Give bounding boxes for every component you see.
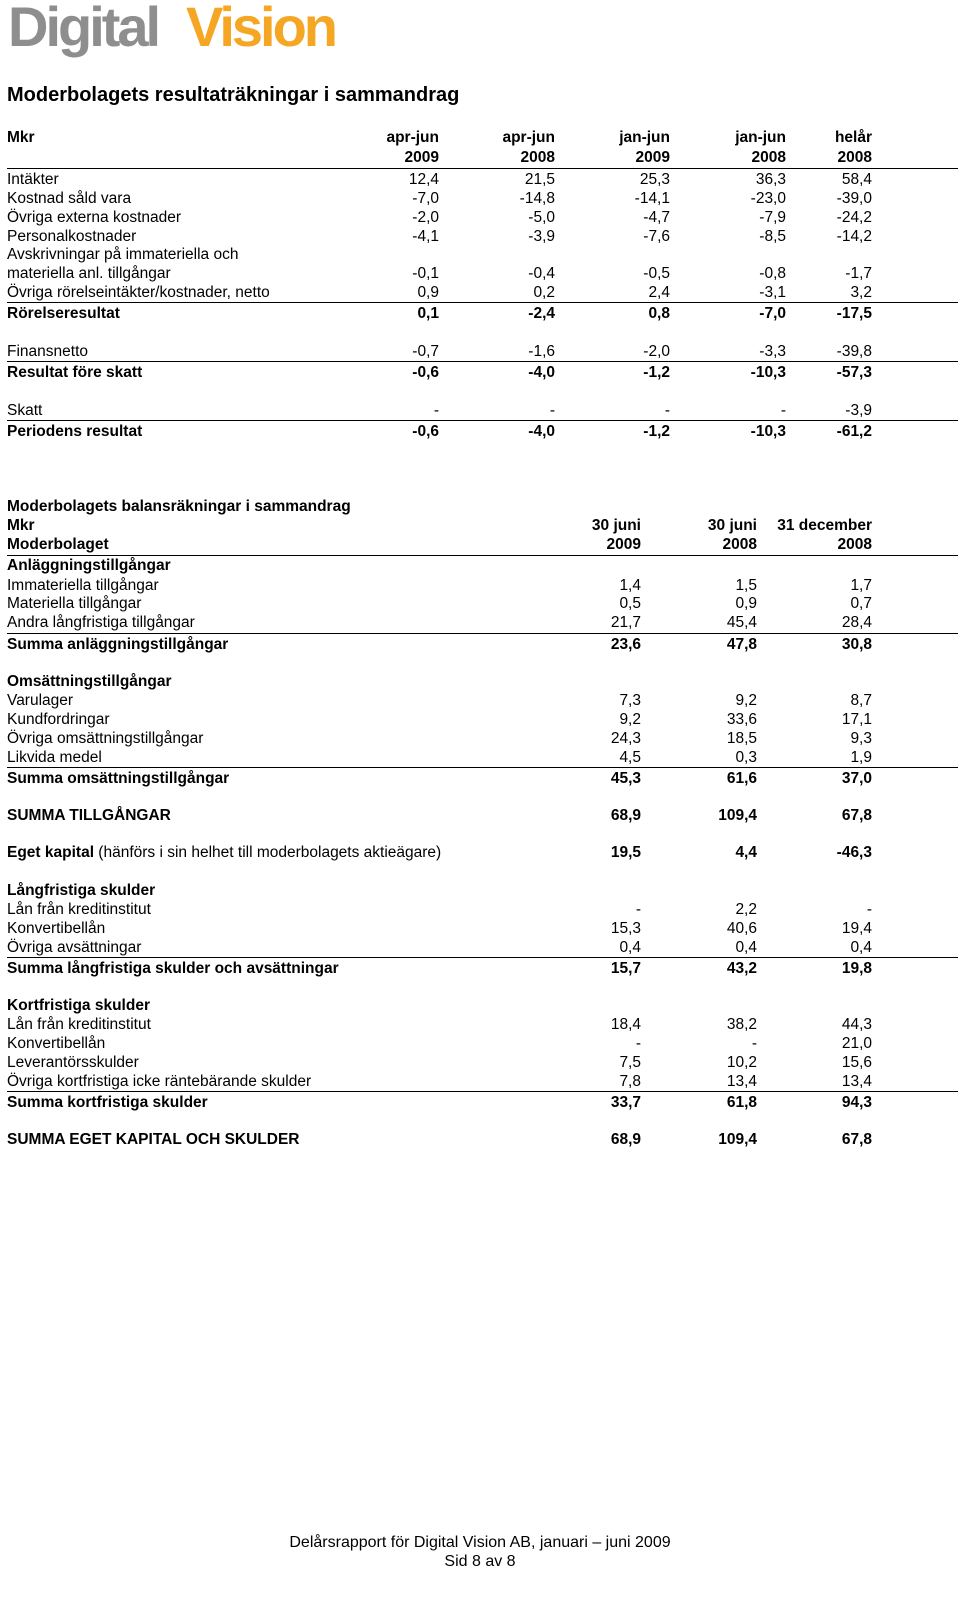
row-value: 45,4: [726, 614, 757, 631]
row-value: -1,6: [528, 343, 555, 360]
row-value: 44,3: [841, 1016, 872, 1033]
row-value: 13,4: [726, 1073, 757, 1090]
row-value: 7,3: [619, 692, 641, 709]
row-value: -0,5: [643, 265, 670, 282]
row-value: 0,9: [735, 595, 757, 612]
row-value: 13,4: [841, 1073, 872, 1090]
table-row: [0, 635, 960, 654]
balance-sheet-title: [0, 497, 960, 516]
table-row: [0, 1034, 960, 1053]
table-row: [0, 769, 960, 788]
row-value: 23,6: [610, 636, 641, 653]
row-value: -0,7: [412, 343, 439, 360]
row-label-text: Leverantörsskulder: [7, 1054, 139, 1071]
row-value: 0,5: [619, 595, 641, 612]
table-row: [0, 1130, 960, 1149]
balance-header-top: [0, 516, 960, 535]
row-value: 37,0: [841, 770, 872, 787]
balance-col-header-year: 2008: [837, 536, 872, 553]
row-separator-rule: [7, 420, 958, 421]
logo-text-vision: Vision: [186, 0, 336, 58]
row-value: 19,5: [610, 844, 641, 861]
row-value: -8,5: [759, 228, 786, 245]
table-row: [0, 342, 960, 361]
row-value: 18,5: [726, 730, 757, 747]
row-value: 17,1: [841, 711, 872, 728]
row-label: [7, 556, 171, 575]
row-value: 4,4: [735, 844, 757, 861]
row-separator-rule: [7, 361, 958, 362]
row-value: 58,4: [841, 171, 872, 188]
row-value: 68,9: [610, 807, 641, 824]
row-label-text: Övriga kortfristiga icke räntebärande skulder: [7, 1073, 312, 1090]
row-label-text: Summa kortfristiga skulder: [7, 1094, 208, 1111]
row-value: 15,3: [610, 920, 641, 937]
row-value: 68,9: [610, 1131, 641, 1148]
row-value: 1,9: [850, 749, 872, 766]
table-row: [0, 959, 960, 978]
row-value: 19,8: [841, 960, 872, 977]
row-value: 109,4: [718, 807, 757, 824]
logo-text-digital: Digital: [8, 0, 159, 58]
row-value: 40,6: [726, 920, 757, 937]
row-value: 1,4: [619, 577, 641, 594]
row-value: -5,0: [528, 209, 555, 226]
row-label: Finansnetto: [7, 343, 88, 360]
income-col-header-period: jan-jun: [735, 129, 786, 146]
table-row: [0, 594, 960, 613]
table-row: [0, 672, 960, 691]
row-value: 7,5: [619, 1054, 641, 1071]
table-row: [0, 264, 960, 283]
row-label: Rörelseresultat: [7, 305, 120, 322]
row-value: 1,7: [850, 577, 872, 594]
row-label-text: Lån från kreditinstitut: [7, 1016, 151, 1033]
row-value: -24,2: [836, 209, 872, 226]
row-value: -1,2: [643, 423, 670, 440]
income-col-header-period: apr-jun: [502, 129, 555, 146]
row-value: 2,2: [735, 901, 757, 918]
table-row: [0, 900, 960, 919]
row-label: Periodens resultat: [7, 423, 143, 440]
income-col-header-year: 2008: [751, 149, 786, 166]
row-value: 61,8: [726, 1094, 757, 1111]
row-value: -: [549, 402, 555, 419]
row-value: 21,7: [610, 614, 641, 631]
row-value: 8,7: [850, 692, 872, 709]
row-label: Resultat före skatt: [7, 364, 143, 381]
row-value: -2,4: [528, 305, 555, 322]
row-value: -17,5: [836, 305, 872, 322]
table-row: [0, 170, 960, 189]
row-value: -39,8: [836, 343, 872, 360]
row-value: -14,2: [836, 228, 872, 245]
row-label: [7, 919, 105, 938]
row-value: -: [635, 901, 641, 918]
balance-header-bottom: [0, 535, 960, 554]
row-value: -39,0: [836, 190, 872, 207]
table-row: [0, 691, 960, 710]
income-header-top: [0, 128, 960, 147]
row-value: -4,7: [643, 209, 670, 226]
row-value: 2,4: [648, 284, 670, 301]
row-value: -2,0: [412, 209, 439, 226]
row-value: -61,2: [836, 423, 872, 440]
row-label: [7, 938, 141, 957]
table-row: [0, 1053, 960, 1072]
row-separator-rule: [7, 633, 958, 634]
row-label-text: Konvertibellån: [7, 1035, 106, 1052]
row-value: -10,3: [750, 364, 786, 381]
row-value: 9,2: [619, 711, 641, 728]
row-label: Intäkter: [7, 171, 59, 188]
row-label-note: (hänförs i sin helhet till moderbolagets aktieägare): [94, 844, 442, 861]
row-label: [7, 996, 150, 1015]
table-row: [0, 710, 960, 729]
row-separator-rule: [7, 302, 958, 303]
row-value: 0,1: [417, 305, 439, 322]
row-separator-rule: [7, 957, 958, 958]
balance-col-header-year: 2009: [606, 536, 641, 553]
table-row: [0, 363, 960, 382]
row-label: [7, 806, 171, 825]
row-value: -7,0: [759, 305, 786, 322]
table-row: [0, 401, 960, 420]
row-value: 15,6: [841, 1054, 872, 1071]
row-label-text: SUMMA TILLGÅNGAR: [7, 807, 171, 824]
row-value: 0,2: [533, 284, 555, 301]
row-separator-rule: [7, 767, 958, 768]
row-label-text: Övriga omsättningstillgångar: [7, 730, 204, 747]
row-value: 43,2: [726, 960, 757, 977]
row-value: 47,8: [726, 636, 757, 653]
row-value: 18,4: [610, 1016, 641, 1033]
row-value: 67,8: [841, 1131, 872, 1148]
table-row: [0, 613, 960, 632]
row-label: [7, 881, 155, 900]
row-value: 0,3: [735, 749, 757, 766]
table-row: [0, 748, 960, 767]
row-value: 24,3: [610, 730, 641, 747]
table-row: [0, 843, 960, 862]
row-value: -2,0: [643, 343, 670, 360]
row-value: 0,4: [619, 939, 641, 956]
row-label-text: Summa anläggningstillgångar: [7, 636, 229, 653]
row-value: -: [780, 402, 786, 419]
table-row: [0, 806, 960, 825]
row-value: -3,3: [759, 343, 786, 360]
row-value: 21,0: [841, 1035, 872, 1052]
row-value: 33,7: [610, 1094, 641, 1111]
row-label-text: SUMMA EGET KAPITAL OCH SKULDER: [7, 1131, 300, 1148]
table-row: [0, 227, 960, 246]
row-value: -1,7: [845, 265, 872, 282]
table-row: [0, 576, 960, 595]
row-value: 30,8: [841, 636, 872, 653]
balance-header-unit: Mkr: [7, 517, 35, 534]
income-col-header-year: 2009: [635, 149, 670, 166]
row-value: -3,9: [528, 228, 555, 245]
row-value: 21,5: [524, 171, 555, 188]
table-row: [0, 283, 960, 302]
table-row: [0, 919, 960, 938]
row-value: 28,4: [841, 614, 872, 631]
row-value: 36,3: [755, 171, 786, 188]
row-value: -: [635, 1035, 641, 1052]
row-value: -14,8: [519, 190, 555, 207]
income-col-header-period: apr-jun: [386, 129, 439, 146]
row-value: 15,7: [610, 960, 641, 977]
row-label-text: Konvertibellån: [7, 920, 106, 937]
row-label-text: Summa långfristiga skulder och avsättningar: [7, 960, 339, 977]
row-value: -23,0: [750, 190, 786, 207]
footer-page-number: Sid 8 av 8: [444, 1553, 516, 1570]
table-row: [0, 304, 960, 323]
row-label-text: Andra långfristiga tillgångar: [7, 614, 195, 631]
balance-col-header-year: 2008: [722, 536, 757, 553]
row-value: 7,8: [619, 1073, 641, 1090]
row-value: -0,8: [759, 265, 786, 282]
row-label: [7, 635, 228, 654]
row-value: 45,3: [610, 770, 641, 787]
table-row: [0, 189, 960, 208]
row-value: 0,4: [735, 939, 757, 956]
table-row: [0, 996, 960, 1015]
row-label-text: Summa omsättningstillgångar: [7, 770, 230, 787]
row-label: [7, 672, 172, 691]
income-header-bottom: [0, 148, 960, 167]
row-label-text: Materiella tillgångar: [7, 595, 142, 612]
row-value: 9,2: [735, 692, 757, 709]
row-value: 9,3: [850, 730, 872, 747]
row-value: 12,4: [408, 171, 439, 188]
row-value: -7,6: [643, 228, 670, 245]
row-label: [7, 1072, 311, 1091]
row-value: 0,4: [850, 939, 872, 956]
row-value: -: [866, 901, 872, 918]
table-row: [0, 556, 960, 575]
row-label: [7, 1053, 139, 1072]
table-row: [0, 422, 960, 441]
income-col-header-period: helår: [834, 129, 872, 146]
row-label: [7, 843, 441, 862]
row-label: Personalkostnader: [7, 228, 137, 245]
income-col-header-year: 2009: [404, 149, 439, 166]
row-value: -0,1: [412, 265, 439, 282]
row-value: 0,9: [417, 284, 439, 301]
balance-col-header-date: 30 juni: [707, 517, 757, 534]
income-header-unit: Mkr: [7, 129, 35, 146]
row-label-text: Anläggningstillgångar: [7, 557, 171, 574]
row-value: -4,0: [528, 423, 555, 440]
table-row: [0, 938, 960, 957]
row-value: 3,2: [850, 284, 872, 301]
table-row: [0, 1093, 960, 1112]
row-label: [7, 900, 151, 919]
income-header-rule: [7, 168, 958, 169]
row-value: -4,0: [528, 364, 555, 381]
table-row: [0, 208, 960, 227]
row-label: [7, 691, 73, 710]
row-label-text: Varulager: [7, 692, 74, 709]
row-label: [7, 748, 102, 767]
row-label: Skatt: [7, 402, 43, 419]
row-value: 1,5: [735, 577, 757, 594]
balance-col-header-date: 30 juni: [591, 517, 641, 534]
balance-col-header-date: 31 december: [777, 517, 872, 534]
row-value: -4,1: [412, 228, 439, 245]
row-label: [7, 729, 203, 748]
income-col-header-period: jan-jun: [619, 129, 670, 146]
row-label: Avskrivningar på immateriella och: [7, 246, 239, 263]
row-label-text: Övriga avsättningar: [7, 939, 142, 956]
row-label-text: Lån från kreditinstitut: [7, 901, 151, 918]
row-value: -: [664, 402, 670, 419]
income-col-header-year: 2008: [837, 149, 872, 166]
row-value: -: [433, 402, 439, 419]
row-value: -0,6: [412, 364, 439, 381]
row-label-text: Kortfristiga skulder: [7, 997, 150, 1014]
income-statement-title: Moderbolagets resultaträkningar i sammandrag: [7, 84, 460, 106]
row-label: Övriga rörelseintäkter/kostnader, netto: [7, 284, 270, 301]
row-value: -57,3: [836, 364, 872, 381]
row-value: 38,2: [726, 1016, 757, 1033]
row-label-text: Kundfordringar: [7, 711, 110, 728]
row-value: -7,9: [759, 209, 786, 226]
row-label-text: Likvida medel: [7, 749, 102, 766]
row-value: -46,3: [836, 844, 872, 861]
row-label: [7, 1093, 208, 1112]
row-label-text: Långfristiga skulder: [7, 882, 156, 899]
row-label: [7, 1034, 105, 1053]
balance-header-entity: Moderbolaget: [7, 536, 109, 553]
row-value: -0,6: [412, 423, 439, 440]
row-label: [7, 576, 159, 595]
row-value: -3,9: [845, 402, 872, 419]
row-value: -10,3: [750, 423, 786, 440]
row-label: [7, 594, 141, 613]
row-value: 0,8: [648, 305, 670, 322]
row-value: 61,6: [726, 770, 757, 787]
row-value: 19,4: [841, 920, 872, 937]
row-value: -: [751, 1035, 757, 1052]
row-value: 10,2: [726, 1054, 757, 1071]
row-value: -1,2: [643, 364, 670, 381]
table-row: [0, 881, 960, 900]
row-value: -14,1: [634, 190, 670, 207]
row-label: [7, 1130, 300, 1149]
row-label: [7, 959, 339, 978]
table-row: [0, 1015, 960, 1034]
row-value: 67,8: [841, 807, 872, 824]
table-row: [0, 729, 960, 748]
row-label: Övriga externa kostnader: [7, 209, 182, 226]
table-row: [0, 245, 960, 264]
income-col-header-year: 2008: [520, 149, 555, 166]
row-value: -3,1: [759, 284, 786, 301]
row-value: 0,7: [850, 595, 872, 612]
row-label-text: Immateriella tillgångar: [7, 577, 159, 594]
row-label: [7, 1015, 151, 1034]
row-value: 109,4: [718, 1131, 757, 1148]
row-label: [7, 613, 195, 632]
footer-report-title: Delårsrapport för Digital Vision AB, januari – juni 2009: [289, 1534, 671, 1551]
row-value: 25,3: [639, 171, 670, 188]
row-label: Kostnad såld vara: [7, 190, 132, 207]
digital-vision-logo: [8, 0, 338, 62]
row-label: [7, 769, 229, 788]
row-value: 4,5: [619, 749, 641, 766]
row-value: -0,4: [528, 265, 555, 282]
row-value: -7,0: [412, 190, 439, 207]
table-row: [0, 1072, 960, 1091]
row-label: materiella anl. tillgångar: [7, 265, 171, 282]
row-value: 94,3: [841, 1094, 872, 1111]
balance-title-text: Moderbolagets balansräkningar i sammandrag: [7, 498, 351, 515]
row-label-text: Eget kapital: [7, 844, 94, 861]
row-value: 33,6: [726, 711, 757, 728]
row-label: [7, 710, 110, 729]
row-separator-rule: [7, 1091, 958, 1092]
row-label-text: Omsättningstillgångar: [7, 673, 172, 690]
